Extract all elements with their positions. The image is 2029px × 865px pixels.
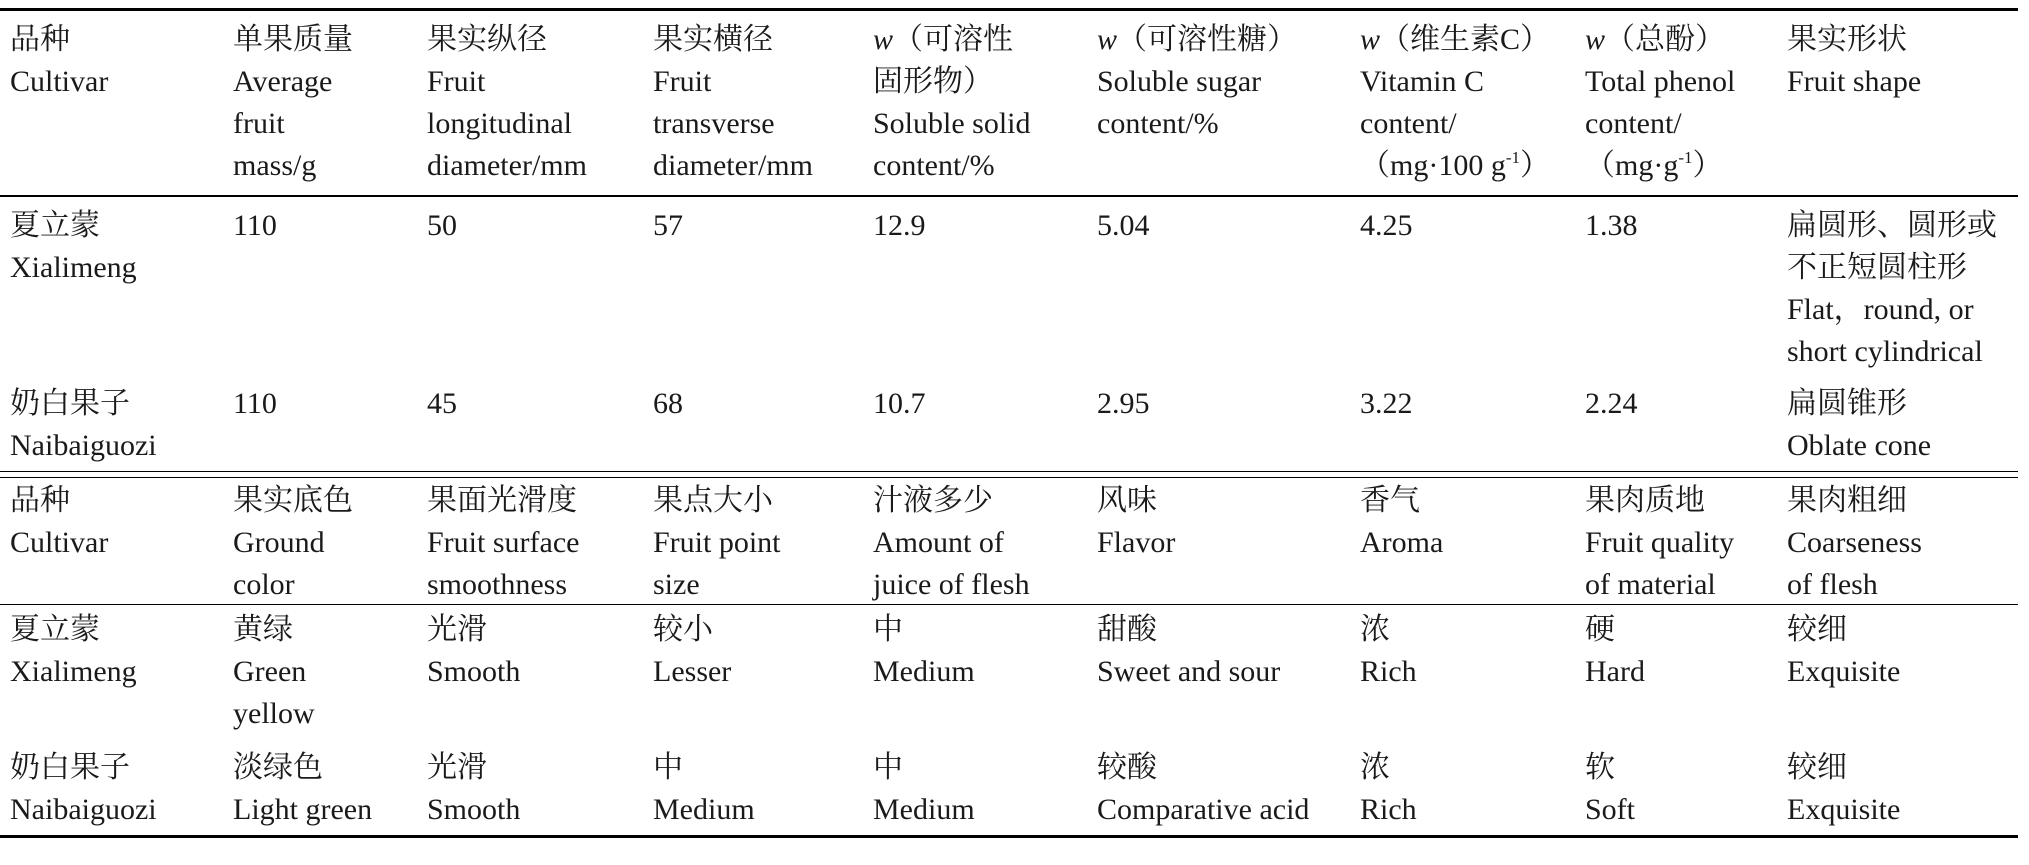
cell-line: Smooth [427,655,521,688]
cell-line: mass/g [233,149,317,182]
cell-line: Xialimeng [10,250,137,284]
cell-line: Light green [233,793,373,826]
cell-line: 4.25 [1360,208,1413,242]
cell-line: 浓 [1360,613,1390,646]
table-cell [1350,480,1575,564]
cell-text: （维生素C） [1380,23,1551,56]
unit-close: ） [1520,149,1550,182]
unit-text: （mg·g [1585,149,1679,182]
cell-line: 香气 [1360,483,1420,517]
table-cell [643,480,863,606]
cell-line: 果肉质地 [1585,483,1705,517]
double-rule [0,471,2018,478]
cell-line: Cultivar [10,65,109,98]
cell-line: diameter/mm [653,149,813,182]
table1-header-row [0,11,2018,195]
table-cell [1777,480,2018,606]
cell-line: Smooth [427,793,521,826]
data-table [0,8,2018,838]
cell-line: 5.04 [1097,208,1150,242]
cell-line: Soluble solid [873,107,1031,140]
cell-line: 12.9 [873,208,926,242]
cell-line: 硬 [1585,613,1615,646]
cell-line [1360,19,1575,61]
cell-text: （可溶性糖） [1117,23,1298,56]
unit-exponent: -1 [1678,148,1693,167]
cell-line: 奶白果子 [10,751,130,784]
cell-line: Rich [1360,655,1417,688]
cell-line: Total phenol [1585,65,1736,98]
cell-line: Coarseness [1787,525,1922,559]
cell-line: longitudinal [427,107,572,140]
cell-line: 2.95 [1097,386,1150,420]
table-cell [1575,609,1777,693]
cell-line: 果实横径 [653,23,773,56]
cell-line: Exquisite [1787,655,1901,688]
cell-line: size [653,567,700,601]
cell-line: 较小 [653,613,713,646]
cell-line: 较酸 [1097,751,1157,784]
cell-line: juice of flesh [873,567,1030,601]
cell-line: Fruit surface [427,525,580,559]
table-cell [417,205,643,247]
cell-line: Hard [1585,655,1645,688]
table-cell [1575,19,1777,187]
table-cell [643,19,863,187]
cell-line: of flesh [1787,567,1878,601]
table-cell [223,480,417,606]
cell-line: Exquisite [1787,793,1901,826]
cell-line: 10.7 [873,386,926,420]
cell-line: 果实底色 [233,483,353,517]
cell-line: 奶白果子 [10,386,130,420]
table-cell [1350,747,1575,831]
table-cell [223,19,417,187]
cell-line: color [233,567,295,601]
table-cell [1777,609,2018,693]
cell-line: 夏立蒙 [10,208,100,242]
cultivar-cell [0,480,223,564]
table-cell [1777,383,2018,467]
cell-line: Fruit shape [1787,65,1922,98]
table-cell [863,747,1087,831]
cell-line: 中 [653,751,683,784]
cell-line: 50 [427,208,457,242]
cell-line: 软 [1585,751,1615,784]
table-cell [1777,19,2018,103]
table1-row-naibaiguozi [0,383,2018,471]
cell-line: 夏立蒙 [10,613,100,646]
cell-line: Oblate cone [1787,428,1932,462]
cell-line: 单果质量 [233,23,353,56]
table-cell [1087,480,1350,564]
table1-row-xialimeng [0,197,2018,383]
table-cell [643,747,863,831]
table-cell [1777,205,2018,373]
cell-line: 扁圆锥形 [1787,386,1907,420]
weight-symbol: w [873,23,894,56]
cell-line: 品种 [10,483,70,517]
cell-line: Green [233,655,307,688]
cell-line: 品种 [10,23,70,56]
cell-line [1097,19,1350,61]
cell-line: Lesser [653,655,732,688]
table-cell [1575,383,1777,425]
table-cell [417,480,643,606]
table2-row-xialimeng [0,605,2018,747]
table-cell [643,383,863,425]
cell-line: 110 [233,208,277,242]
cell-line: 固形物） [873,65,993,98]
cell-line: Fruit [653,65,712,98]
cell-line: 果肉粗细 [1787,483,1907,517]
cultivar-cell [0,205,223,289]
cell-line: 2.24 [1585,386,1638,420]
cell-line: 45 [427,386,457,420]
cell-line: content/ [1585,107,1682,140]
cell-text: （总酚） [1605,23,1726,56]
cell-line: 110 [233,386,277,420]
cell-line: Flat，round, or [1787,292,1974,326]
unit-text: （mg·100 g [1360,149,1506,182]
cell-line: diameter/mm [427,149,587,182]
cultivar-cell [0,609,223,693]
cell-line: Rich [1360,793,1417,826]
cell-line: 较细 [1787,613,1847,646]
cell-text: （可溶性 [893,23,1014,56]
cell-line: 不正短圆柱形 [1787,250,1967,284]
cell-line: content/ [1360,107,1457,140]
table-cell [1575,747,1777,831]
table-cell [223,609,417,735]
table-cell [1350,19,1575,187]
cell-line: content/% [1097,107,1219,140]
table2-header-row [0,478,2018,604]
cell-line: short cylindrical [1787,334,1983,368]
table-cell [1087,747,1350,831]
table-cell [223,205,417,247]
weight-symbol: w [1097,23,1118,56]
table-cell [1087,609,1350,693]
cell-line: 甜酸 [1097,613,1157,646]
bottom-rule [0,835,2018,838]
cell-line: Medium [653,793,755,826]
cell-line: Medium [873,655,975,688]
table-cell [417,19,643,187]
cell-line: Soft [1585,793,1636,826]
cell-line: 1.38 [1585,208,1638,242]
cell-line: Average [233,65,333,98]
cell-line: Amount of [873,525,1004,559]
table-cell [863,609,1087,693]
cell-line: 汁液多少 [873,483,993,517]
cell-line: 浓 [1360,751,1390,784]
cell-line: Fruit [427,65,486,98]
table-cell [1777,747,2018,831]
cell-line: 3.22 [1360,386,1413,420]
cell-line [1585,145,1777,187]
cell-line: Flavor [1097,525,1176,559]
table-cell [643,205,863,247]
cell-line: 淡绿色 [233,751,323,784]
cell-line: 黄绿 [233,613,293,646]
table-cell [1087,383,1350,425]
cell-line: 果面光滑度 [427,483,577,517]
weight-symbol: w [1360,23,1381,56]
cell-line: fruit [233,107,285,140]
cell-line: Medium [873,793,975,826]
cell-line: Aroma [1360,525,1444,559]
table-cell [417,383,643,425]
cell-line: of material [1585,567,1716,601]
cell-line: content/% [873,149,995,182]
table-cell [1575,205,1777,247]
table-cell [863,383,1087,425]
table-cell [863,480,1087,606]
cell-line: 果实纵径 [427,23,547,56]
table-cell [863,19,1087,187]
cell-line: transverse [653,107,775,140]
unit-close: ） [1692,149,1723,182]
table-cell [643,609,863,693]
cell-line: Sweet and sour [1097,655,1281,688]
table-cell [223,383,417,425]
cell-line: 中 [873,751,903,784]
cell-line: 光滑 [427,751,487,784]
table-cell [863,205,1087,247]
weight-symbol: w [1585,23,1606,56]
cell-line: Xialimeng [10,655,137,688]
table-cell [223,747,417,831]
table-cell [417,609,643,693]
table-cell [1350,205,1575,247]
cell-line: 果实形状 [1787,23,1907,56]
cell-line: 风味 [1097,483,1157,517]
cultivar-cell [0,383,223,467]
table-cell [1087,19,1350,145]
table-cell [1350,609,1575,693]
cell-line: Fruit point [653,525,781,559]
cell-line: 较细 [1787,751,1847,784]
table-cell [1575,480,1777,606]
cell-line [1585,19,1777,61]
cell-line: 果点大小 [653,483,773,517]
cell-line: Comparative acid [1097,793,1310,826]
cell-line: yellow [233,697,315,730]
unit-exponent: -1 [1505,148,1520,167]
cell-line: Fruit quality [1585,525,1735,559]
cell-line: smoothness [427,567,568,601]
cell-line [1360,145,1575,187]
cell-line: 68 [653,386,683,420]
cell-line: 57 [653,208,683,242]
cell-line: Naibaiguozi [10,428,157,462]
cell-line: 中 [873,613,903,646]
cell-line: 光滑 [427,613,487,646]
cell-line: Cultivar [10,525,109,559]
table-cell [1350,383,1575,425]
table-cell [417,747,643,831]
table-cell [1087,205,1350,247]
cell-line: 扁圆形、圆形或 [1787,208,1997,242]
cultivar-cell [0,747,223,831]
cell-line: Naibaiguozi [10,793,157,826]
cell-line: Vitamin C [1360,65,1485,98]
cell-line [873,19,1087,61]
cell-line: Soluble sugar [1097,65,1262,98]
cultivar-cell [0,19,223,103]
table2-row-naibaiguozi [0,747,2018,835]
cell-line: Ground [233,525,325,559]
